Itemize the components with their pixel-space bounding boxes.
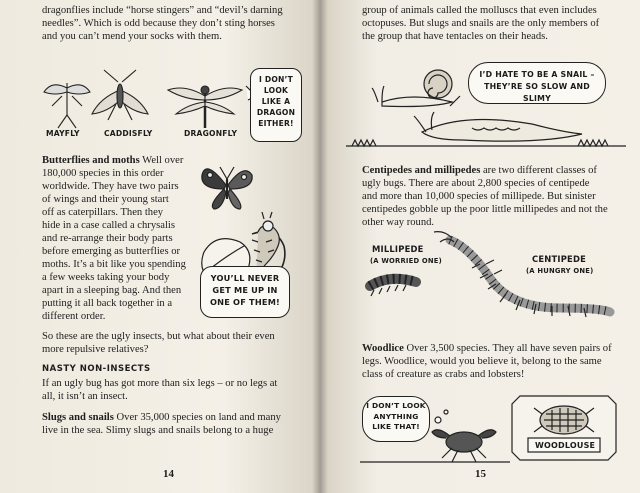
right-page	[320, 0, 640, 493]
butterflies-text-11: putting it all back together in a	[42, 298, 173, 309]
butterflies-text-12: different order.	[42, 311, 106, 322]
book-gutter	[312, 0, 328, 493]
butterflies-text-8: moths. It’s a bit like you spending	[42, 259, 186, 270]
slugs-text-line-2: live in the sea. Slimy slugs and snails belong to a huge	[42, 425, 274, 436]
snail-bubble-text: I’D HATE TO BE A SNAIL – THEY’RE SO SLOW AND SLIMY	[479, 70, 595, 103]
butterflies-text-2: worldwide. They have two pairs	[42, 181, 179, 192]
intro-line-1: dragonflies include “horse stingers” and “devil’s darning	[42, 5, 283, 16]
butterflies-text-5: hide in a case called a chrysalis	[42, 220, 175, 231]
caption-dragonfly: DRAGONFLY	[184, 129, 238, 138]
page-number-right: 15	[475, 468, 486, 480]
caddisfly-drawing	[92, 70, 148, 120]
centipedes-heading: Centipedes and millipedes	[362, 165, 481, 176]
label-millipede-sub: (A WORRIED ONE)	[370, 257, 442, 265]
snail-slug-drawing	[342, 62, 632, 152]
so-text-line-2: more repulsive relatives?	[42, 344, 149, 355]
so-text-line-1: So these are the ugly insects, but what about their even	[42, 331, 275, 342]
woodlice-first-line	[362, 342, 616, 355]
slugs-first-line	[42, 411, 304, 424]
nasty-text-line-1: If an ugly bug has got more than six legs – or no legs at	[42, 378, 278, 389]
intro-line-3: and you can’t mend your socks with them.	[42, 31, 222, 42]
molluscs-line-2: octopuses. But slugs and snails are the only members of	[362, 18, 600, 29]
centipedes-text-1: ugly bugs. There are about 2,800 species of centipede	[362, 178, 590, 189]
nasty-non-insects-heading: NASTY NON-INSECTS	[42, 364, 151, 374]
centipedes-text-2: and more than 10,000 species of millipede. But sinister	[362, 191, 596, 202]
dragonfly-drawing	[168, 86, 242, 128]
centipedes-text-0: are two different classes of	[482, 165, 597, 176]
centipedes-first-line	[362, 164, 616, 177]
crab-bubble-text: I DON’T LOOK ANYTHING LIKE THAT!	[366, 401, 426, 431]
dragonfly-bubble-text: I DON’T LOOK LIKE A DRAGON EITHER!	[256, 75, 296, 128]
centipedes-text-4: other way round.	[362, 217, 435, 228]
butterflies-text-0: Well over	[142, 155, 184, 166]
woodlice-text-line-3: class of creature as crabs and lobsters!	[362, 369, 525, 380]
woodlice-text-line-1: Over 3,500 species. They all have seven pairs of	[406, 343, 612, 354]
butterflies-heading: Butterflies and moths	[42, 155, 140, 166]
caption-mayfly: MAYFLY	[46, 129, 80, 138]
caption-caddisfly: CADDISFLY	[104, 129, 153, 138]
label-woodlouse: WOODLOUSE	[535, 441, 596, 450]
butterflies-text-4: off as caterpillars. Then they	[42, 207, 164, 218]
slugs-text-line-1: Over 35,000 species on land and many	[116, 412, 281, 423]
woodlice-heading: Woodlice	[362, 343, 404, 354]
butterflies-text-10: apart in a sleeping bag. And then	[42, 285, 182, 296]
intro-line-2: needles”. Which is odd because they don’t sting horses	[42, 18, 275, 29]
label-centipede: CENTIPEDE	[532, 254, 587, 264]
woodlice-text-line-2: legs. Woodlice, would you believe it, belong to the same	[362, 356, 602, 367]
butterflies-text-6: and re-arrange their body parts	[42, 233, 173, 244]
molluscs-line-3: the group that have tentacles on their heads.	[362, 31, 548, 42]
label-millipede: MILLIPEDE	[372, 244, 424, 254]
nasty-text-line-2: all, it isn’t an insect.	[42, 391, 128, 402]
butterflies-text-3: of wings and their young start	[42, 194, 169, 205]
butterflies-first-line	[42, 154, 190, 167]
molluscs-line-1: group of animals called the molluscs that even includes	[362, 5, 597, 16]
caterpillar-speech-bubble	[200, 266, 290, 318]
label-centipede-sub: (A HUNGRY ONE)	[526, 267, 594, 275]
mayfly-drawing	[44, 83, 90, 128]
centipedes-text-3: centipedes gobble up the poor little millipedes and not the	[362, 204, 608, 215]
slugs-heading: Slugs and snails	[42, 412, 114, 423]
crab-woodlouse-drawing	[360, 390, 630, 470]
butterflies-text-7: before emerging as butterflies or	[42, 246, 181, 257]
millipede-centipede-drawing	[330, 238, 630, 328]
butterfly-drawing	[198, 155, 258, 215]
dragonfly-speech-bubble	[250, 68, 302, 142]
butterflies-text-9: a few weeks taking your body	[42, 272, 170, 283]
page-number-left: 14	[163, 468, 174, 480]
butterflies-text-1: 180,000 species in this order	[42, 168, 164, 179]
caterpillar-bubble-text: YOU’LL NEVER GET ME UP IN ONE OF THEM!	[210, 273, 280, 307]
